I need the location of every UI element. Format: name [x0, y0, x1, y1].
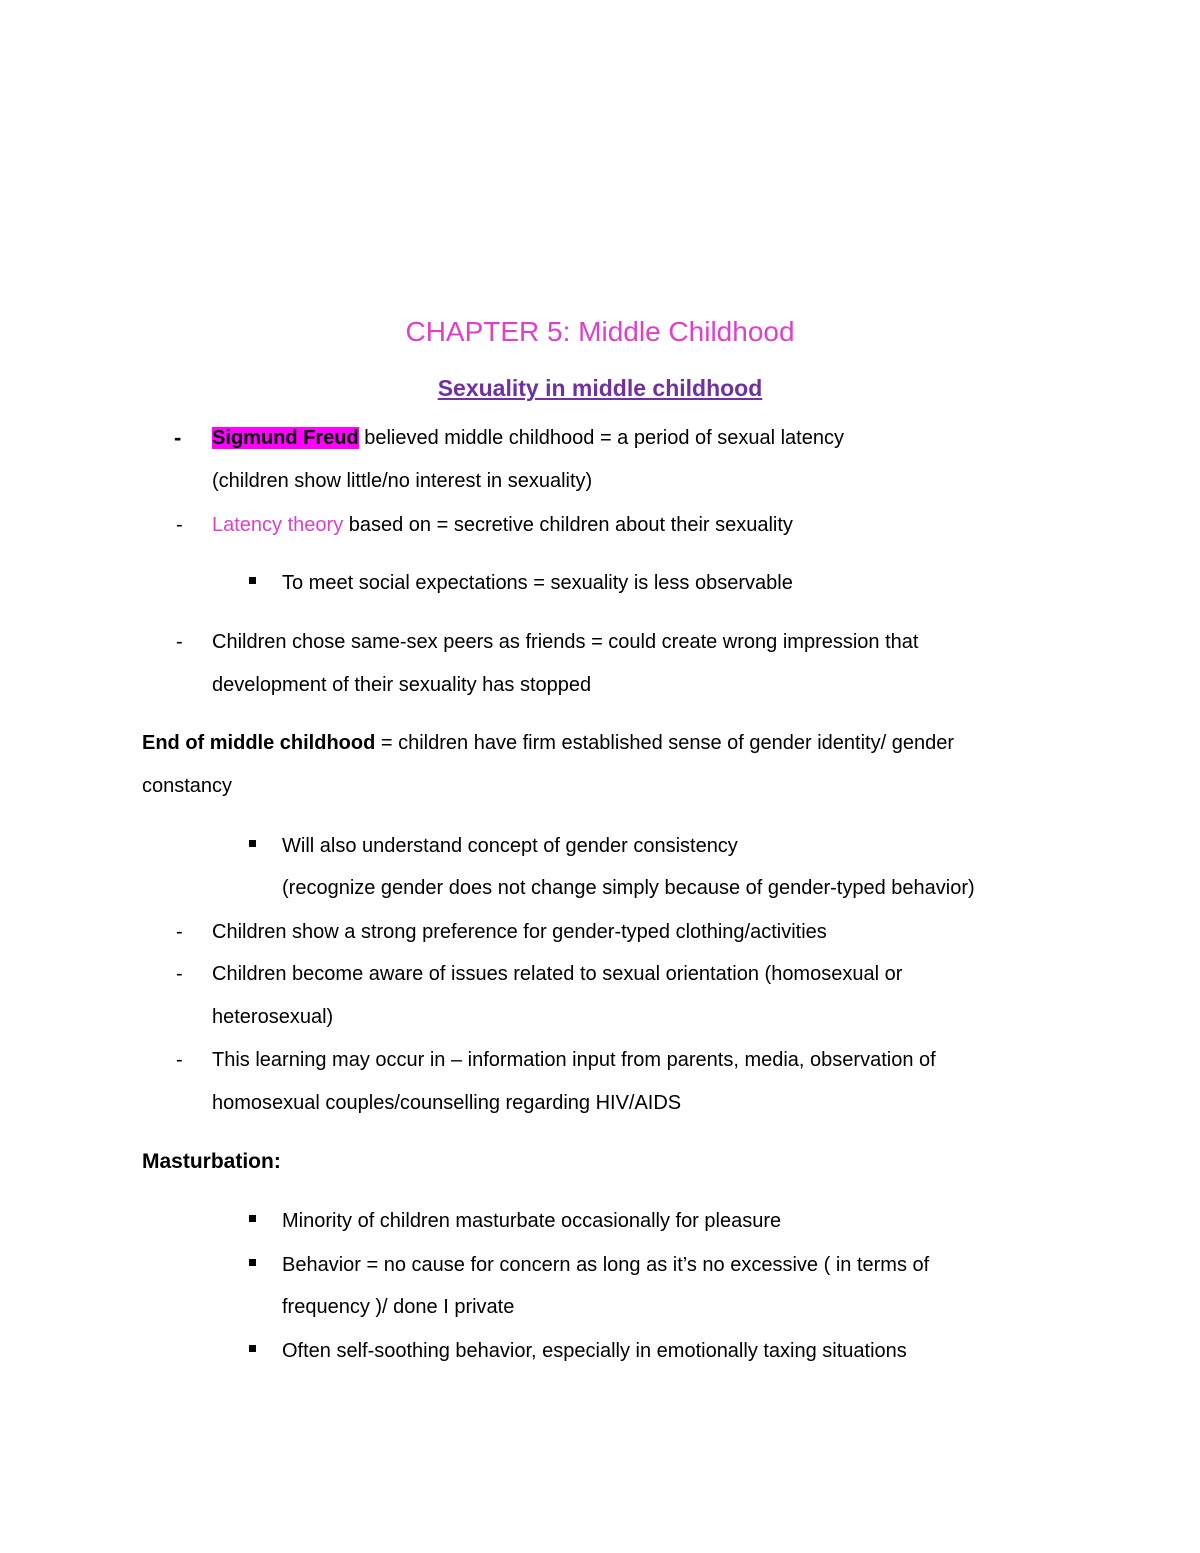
- freud-continuation: (children show little/no interest in sexuality): [212, 470, 593, 492]
- end-middle-text: = children have firm established sense of gender identity/ gender: [375, 732, 954, 754]
- dash-bullet: -: [176, 1049, 183, 1071]
- same-sex-line-2: development of their sexuality has stopped: [212, 674, 592, 696]
- latency-line: [212, 513, 793, 537]
- consistency-line-2: (recognize gender does not change simply because of gender-typed behavior): [282, 877, 975, 899]
- masturbation-bullet-2-line-2: frequency )/ done I private: [282, 1296, 515, 1318]
- dash-bullet: -: [176, 921, 183, 943]
- masturbation-bullet-1: Minority of children masturbate occasionally for pleasure: [282, 1210, 782, 1232]
- consistency-line-1: Will also understand concept of gender consistency: [282, 835, 738, 857]
- masturbation-heading: Masturbation:: [142, 1150, 281, 1173]
- masturbation-bullet-2-line-1: Behavior = no cause for concern as long as it’s no excessive ( in terms of: [282, 1254, 930, 1276]
- preference-text: Children show a strong preference for gender-typed clothing/activities: [212, 921, 827, 943]
- square-bullet-icon: [249, 577, 256, 584]
- dash-bullet: -: [176, 963, 183, 985]
- latency-text: based on = secretive children about their sexuality: [343, 514, 793, 536]
- square-bullet-icon: [249, 840, 256, 847]
- end-middle-bold: End of middle childhood: [142, 732, 376, 754]
- square-bullet-icon: [249, 1259, 256, 1266]
- learning-line-1: This learning may occur in – information input from parents, media, observation of: [212, 1049, 936, 1071]
- page-title: CHAPTER 5: Middle Childhood: [405, 316, 795, 347]
- same-sex-line-1: Children chose same-sex peers as friends = could create wrong impression that: [212, 631, 919, 653]
- section-subtitle: Sexuality in middle childhood: [437, 375, 763, 401]
- orientation-line-1: Children become aware of issues related to sexual orientation (homosexual or: [212, 963, 903, 985]
- dash-bullet: -: [174, 425, 182, 450]
- end-middle-line: [142, 731, 954, 755]
- social-expectations-text: To meet social expectations = sexuality is less observable: [282, 572, 793, 594]
- square-bullet-icon: [249, 1345, 256, 1352]
- orientation-line-2: heterosexual): [212, 1006, 334, 1028]
- dash-bullet: -: [176, 514, 183, 536]
- dash-bullet: -: [176, 631, 183, 653]
- freud-line: [212, 426, 844, 450]
- learning-line-2: homosexual couples/counselling regarding HIV/AIDS: [212, 1092, 682, 1114]
- end-middle-continuation: constancy: [142, 775, 233, 797]
- square-bullet-icon: [249, 1215, 256, 1222]
- latency-term: Latency theory: [212, 514, 344, 536]
- freud-name-highlight: Sigmund Freud: [212, 427, 359, 449]
- freud-text: believed middle childhood = a period of sexual latency: [358, 427, 844, 449]
- masturbation-bullet-3: Often self-soothing behavior, especially in emotionally taxing situations: [282, 1340, 907, 1362]
